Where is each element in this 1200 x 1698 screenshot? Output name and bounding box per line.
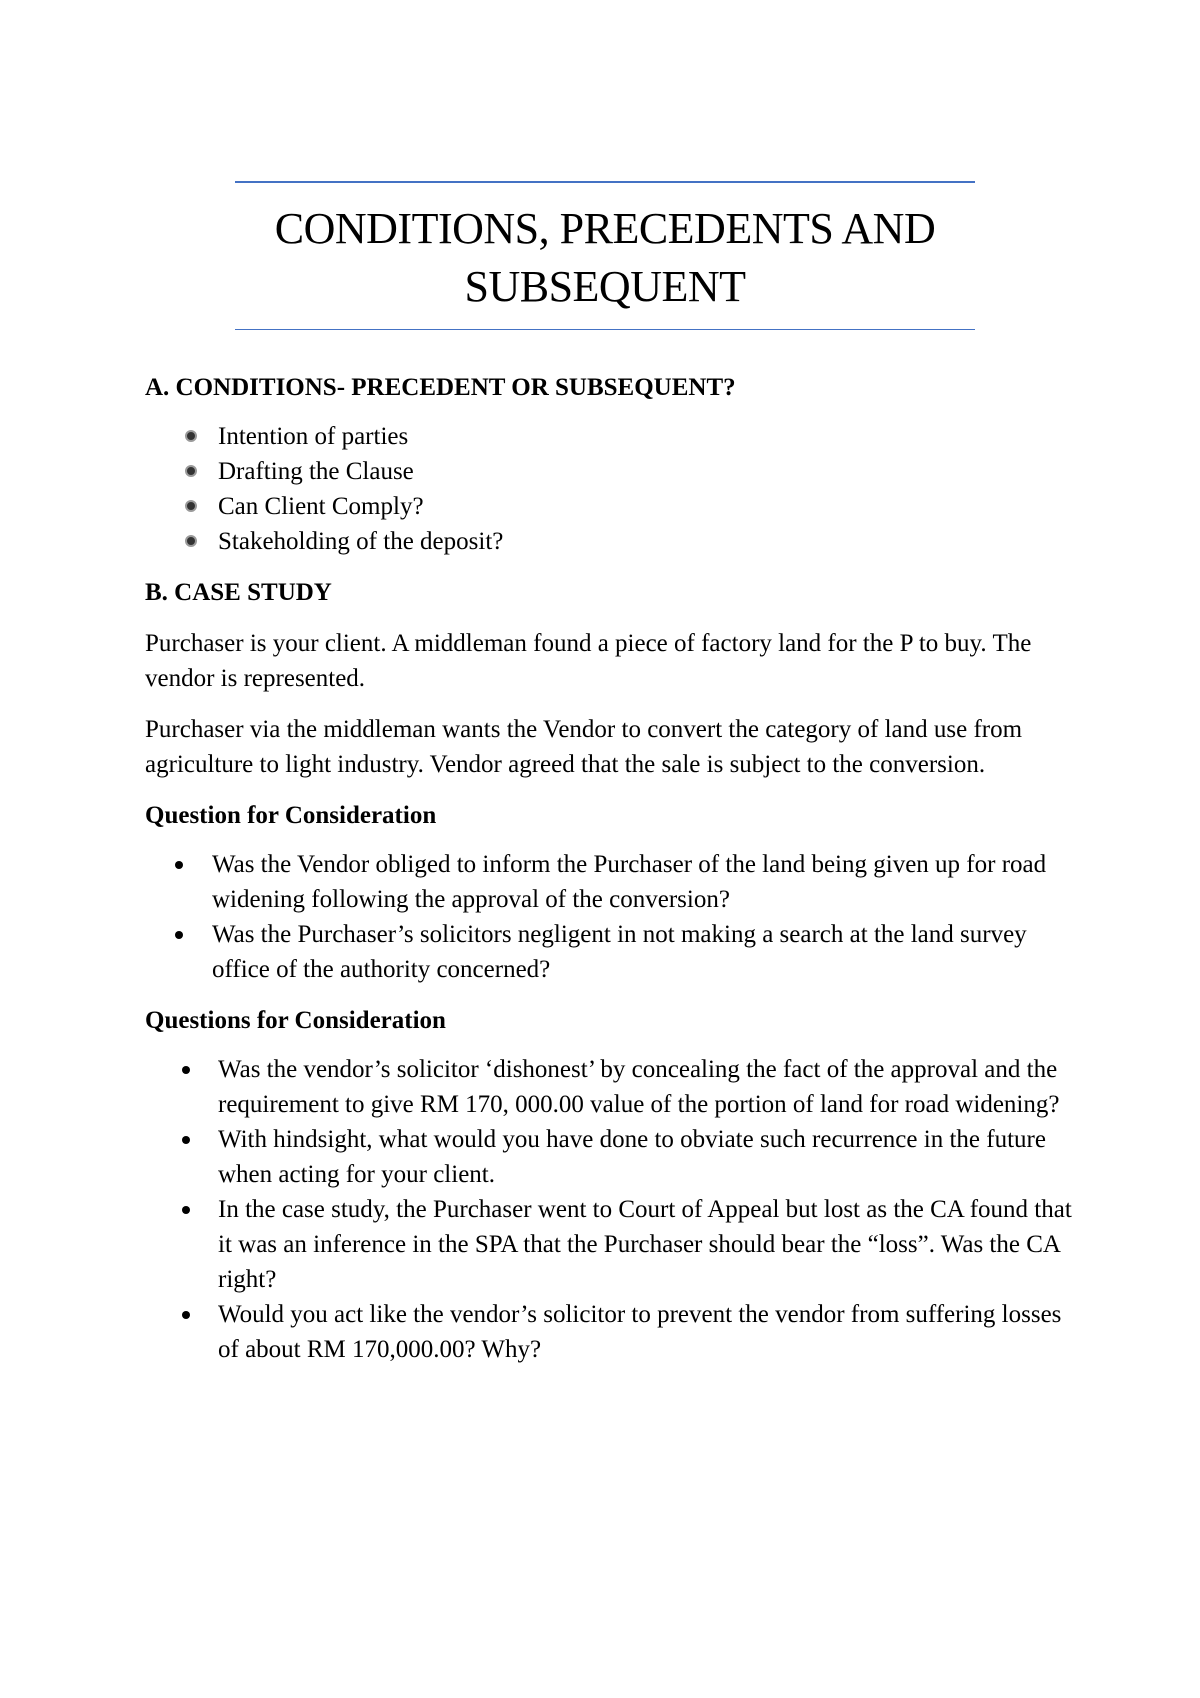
bullet-icon (185, 465, 197, 477)
section-a-list (145, 419, 1075, 559)
list-item (145, 419, 1075, 454)
list-item-text: With hindsight, what would you have done to obviate such recurrence in the future when acting for your client. (218, 1126, 1046, 1188)
list-item-text: Was the Vendor obliged to inform the Purchaser of the land being given up for road widening following the approval of the conversion? (212, 851, 1047, 913)
bullet-icon (185, 500, 197, 512)
list-item-text: Was the Purchaser’s solicitors negligent in not making a search at the land survey office of the authority concerned? (212, 921, 1027, 983)
question-heading: Question for Consideration (145, 802, 437, 829)
list-item-text: Drafting the Clause (218, 458, 414, 485)
list-item (145, 1297, 1075, 1367)
list-item-text: Intention of parties (218, 423, 409, 450)
bullet-icon (182, 1066, 190, 1074)
bullet-icon (175, 931, 183, 939)
questions-list (145, 1052, 1075, 1367)
bullet-icon (182, 1311, 190, 1319)
bullet-icon (182, 1206, 190, 1214)
list-item-text: Stakeholding of the deposit? (218, 528, 504, 555)
list-item-text: Can Client Comply? (218, 493, 424, 520)
list-item (145, 917, 1075, 987)
bullet-icon (185, 430, 197, 442)
title-bottom-rule (235, 329, 975, 330)
list-item-text: Would you act like the vendor’s solicitor to prevent the vendor from suffering losses of about RM 170,000.00? Why? (218, 1301, 1062, 1363)
case-study-paragraph: Purchaser via the middleman wants the Vendor to convert the category of land use from agriculture to light industry. Vendor agreed that the sale is subject to the conversion. (145, 716, 1023, 778)
list-item (145, 1192, 1075, 1297)
case-study-paragraph: Purchaser is your client. A middleman found a piece of factory land for the P to buy. The vendor is represented. (145, 630, 1032, 692)
list-item (145, 847, 1075, 917)
bullet-icon (185, 535, 197, 547)
bullet-icon (182, 1136, 190, 1144)
section-b-heading: B. CASE STUDY (145, 579, 332, 606)
title-top-rule (235, 181, 975, 183)
list-item (145, 1122, 1075, 1192)
question-list (145, 847, 1075, 987)
list-item (145, 489, 1075, 524)
questions-heading: Questions for Consideration (145, 1007, 446, 1034)
list-item (145, 1052, 1075, 1122)
document-title: CONDITIONS, PRECEDENTS AND SUBSEQUENT (274, 204, 936, 311)
section-a-heading: A. CONDITIONS- PRECEDENT OR SUBSEQUENT? (145, 374, 736, 401)
bullet-icon (175, 861, 183, 869)
list-item (145, 454, 1075, 489)
document-body (145, 370, 1075, 1367)
list-item-text: In the case study, the Purchaser went to Court of Appeal but lost as the CA found that it was an inference in the SPA that the Purchaser should bear the “loss”. Was the CA right? (218, 1196, 1072, 1293)
list-item-text: Was the vendor’s solicitor ‘dishonest’ by concealing the fact of the approval and the requirement to give RM 170, 000.00 value of the portion of land for road widening? (218, 1056, 1060, 1118)
list-item (145, 524, 1075, 559)
